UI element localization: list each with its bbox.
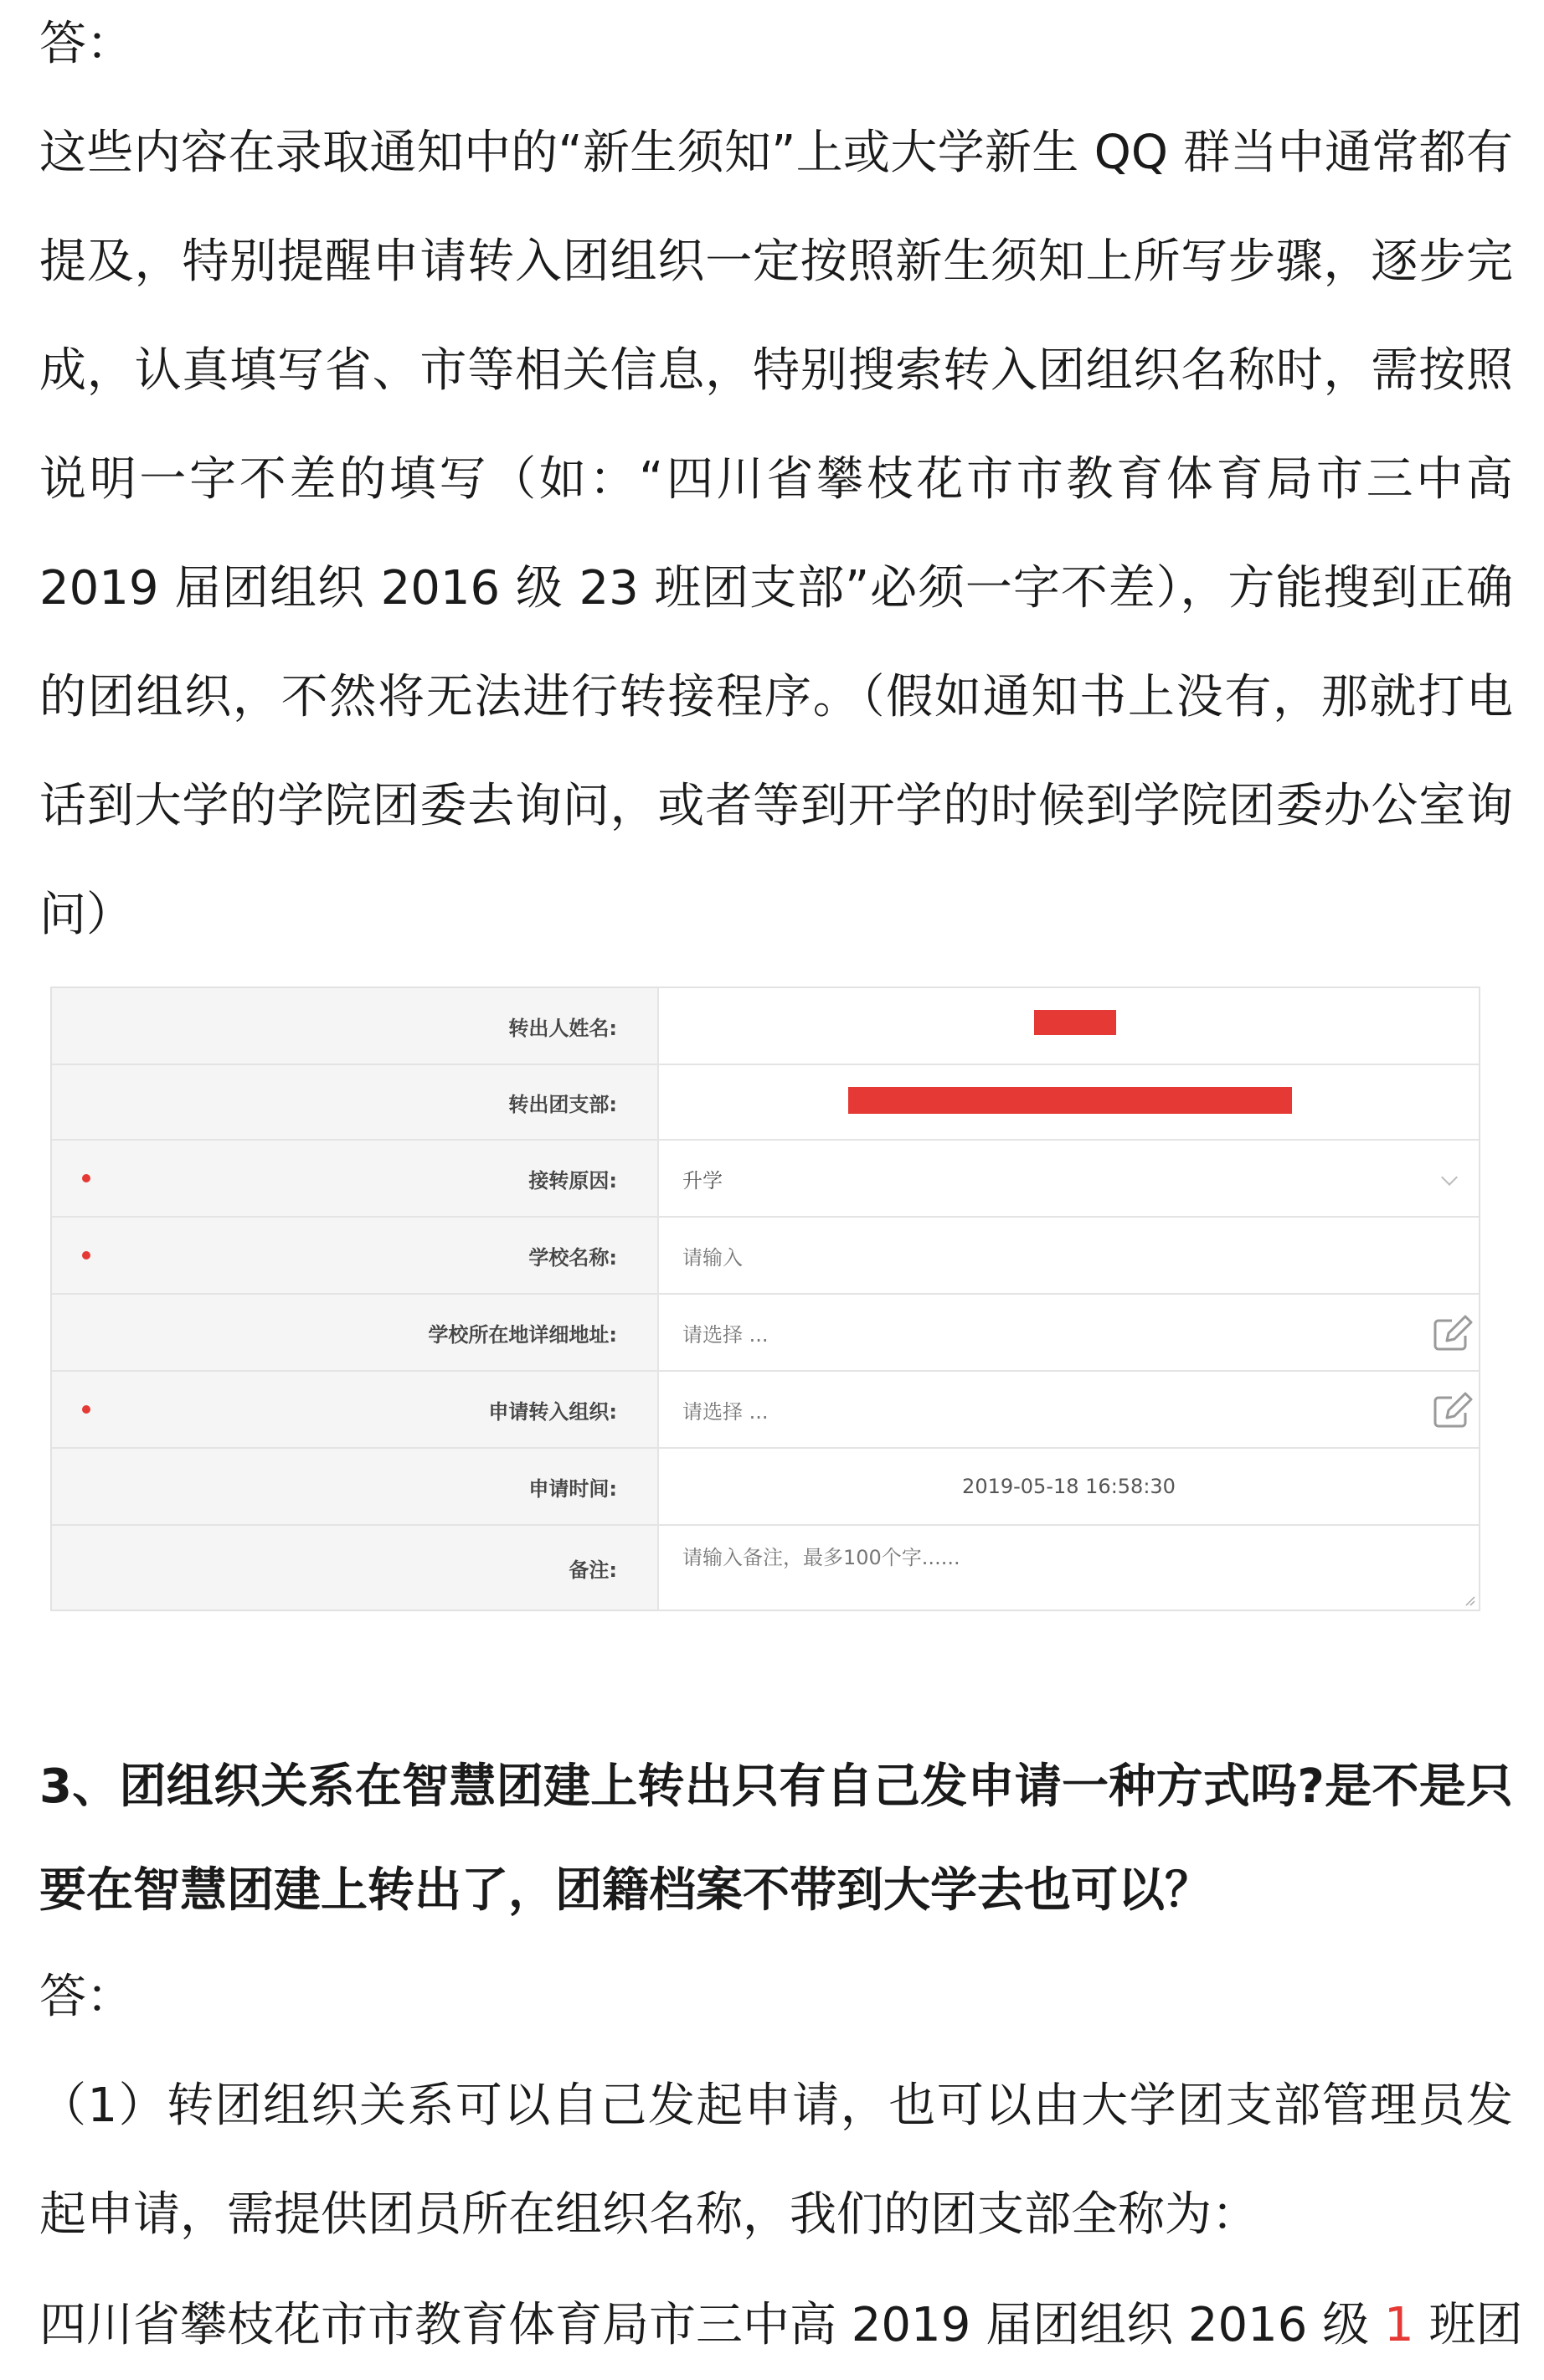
school-address-picker[interactable]	[657, 1295, 1479, 1370]
form-row-address	[52, 1295, 1479, 1372]
branch-name-prefix: 四川省攀枝花市市教育体育局市三中高 2019 届团组织 2016 级	[39, 2298, 1385, 2352]
target-organization-picker[interactable]	[657, 1372, 1479, 1447]
form-row-school	[52, 1218, 1479, 1295]
redaction-bar	[848, 1087, 1292, 1114]
answer1-label: 答：	[39, 17, 133, 71]
form-label: 备注:	[569, 1558, 617, 1582]
branch-name-suffix: 班团	[1413, 2298, 1523, 2352]
remark-textarea[interactable]	[657, 1526, 1479, 1610]
edit-icon[interactable]	[1430, 1312, 1474, 1352]
reason-value: 升学	[682, 1168, 723, 1193]
form-label: 转出团支部:	[508, 1092, 617, 1116]
form-label: 转出人姓名:	[508, 1016, 617, 1040]
form-row-remark	[52, 1526, 1479, 1610]
answer3-label: 答：	[39, 1970, 133, 2024]
chevron-down-icon[interactable]	[1441, 1169, 1458, 1186]
class-number-highlight: 1	[1384, 2298, 1414, 2352]
name-field	[657, 988, 1479, 1064]
form-label: 接转原因:	[528, 1168, 617, 1193]
school-name-placeholder: 请输入	[682, 1245, 743, 1270]
reason-select[interactable]	[657, 1141, 1479, 1216]
school-name-input[interactable]	[657, 1218, 1479, 1293]
form-row-reason	[52, 1141, 1479, 1218]
answer1-body: 这些内容在录取通知中的“新生须知”上或大学新生 QQ 群当中通常都有提及，特别提醒申请转入团组织一定按照新生须知上所写步骤，逐步完成，认真填写省、市等相关信息，特别搜索转入团组织名称时，需按照说明一字不差的填写（如：“四川省攀枝花市市教育体育局市三中高 2019 届团组织 2016 级 23 班团支部”必须一字不差），方能搜到正确的团组织，不然将无法进行转接程序。（假如通知书上没有，那就打电话到大学的学院团委去询问，或者等到开学的时候到学院团委办公室询问）	[39, 126, 1513, 942]
remark-placeholder: 请输入备注，最多100个字......	[682, 1546, 960, 1569]
branch-field	[657, 1065, 1479, 1139]
question-3: 3、团组织关系在智慧团建上转出只有自己发申请一种方式吗?是不是只要在智慧团建上转出了，团籍档案不带到大学去也可以？	[39, 1759, 1513, 1918]
target-organization-placeholder: 请选择 ...	[682, 1399, 769, 1424]
transfer-application-form	[50, 987, 1480, 1611]
form-row-target-org	[52, 1372, 1479, 1449]
resize-grip-icon[interactable]	[1464, 1594, 1475, 1606]
edit-icon[interactable]	[1430, 1389, 1474, 1430]
application-time-value: 2019-05-18 16:58:30	[962, 1475, 1176, 1498]
form-label: 申请转入组织:	[488, 1399, 617, 1424]
form-row-name	[52, 988, 1479, 1065]
application-time	[657, 1449, 1479, 1524]
form-label: 学校所在地详细地址:	[428, 1322, 617, 1347]
redaction-bar	[1034, 1010, 1116, 1035]
form-row-branch	[52, 1065, 1479, 1141]
branch-full-name-line	[39, 2271, 1523, 2380]
form-label: 学校名称:	[528, 1245, 617, 1270]
answer3-body: （1）转团组织关系可以自己发起申请，也可以由大学团支部管理员发起申请，需提供团员所在组织名称，我们的团支部全称为：	[39, 2079, 1513, 2242]
form-row-time	[52, 1449, 1479, 1526]
form-label: 申请时间:	[528, 1476, 617, 1501]
school-address-placeholder: 请选择 ...	[682, 1322, 769, 1347]
